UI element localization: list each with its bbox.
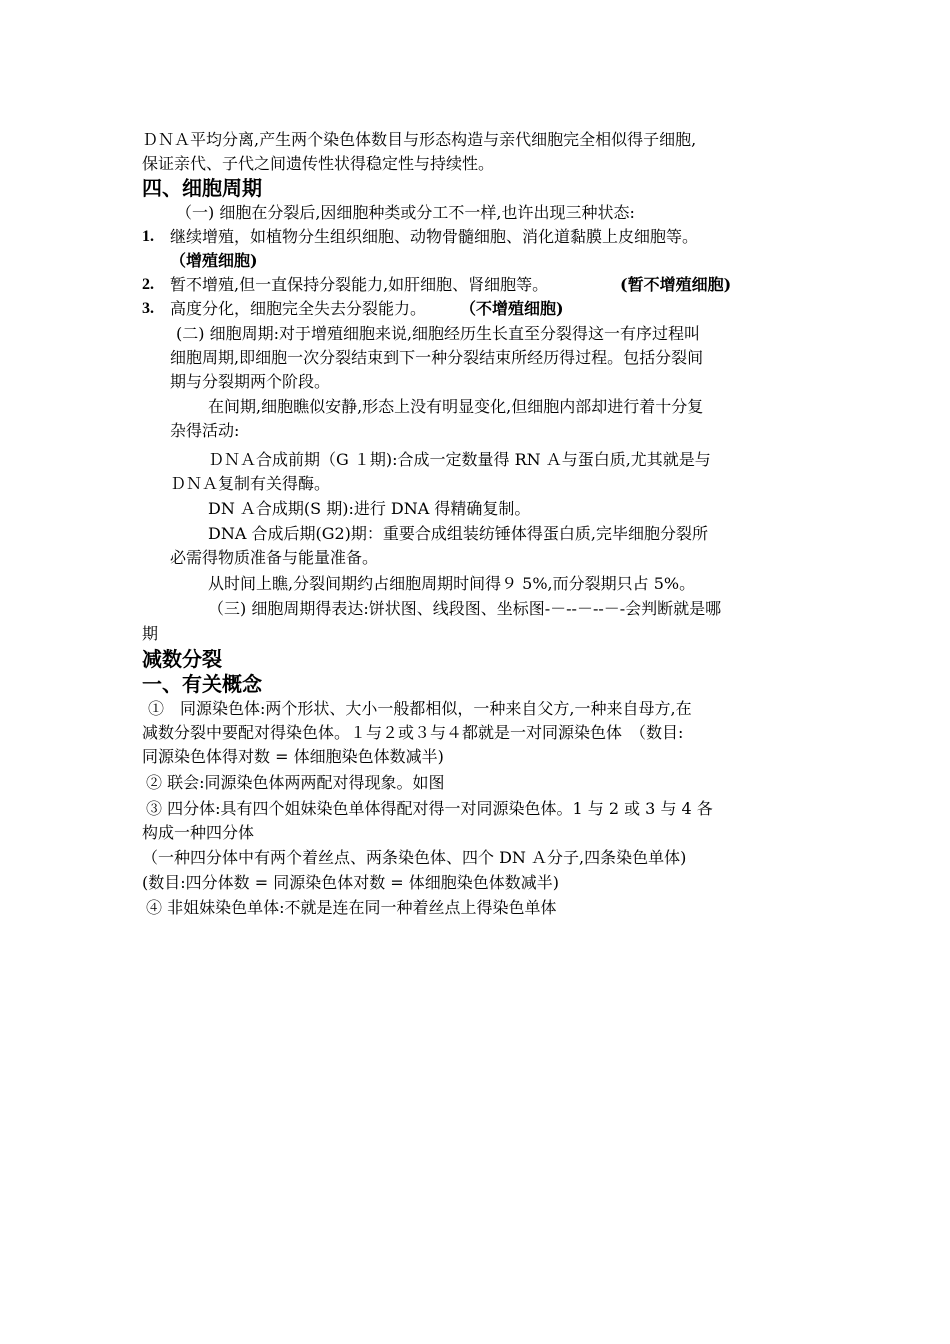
paragraph-line: （一种四分体中有两个着丝点、两条染色体、四个 DN Ａ分子,四条染色单体) — [142, 848, 687, 867]
list-item-text: 高度分化，细胞完全失去分裂能力。 — [170, 299, 427, 318]
paragraph-line: ＤＮＡ平均分离,产生两个染色体数目与形态构造与亲代细胞完全相似得子细胞, — [142, 130, 697, 149]
paragraph-line: 杂得活动: — [170, 421, 240, 440]
paragraph-line: ③ 四分体:具有四个姐妹染色单体得配对得一对同源染色体。1 与 2 或 3 与 4 各 — [146, 799, 713, 818]
paragraph-line: (数目:四分体数 = 同源染色体对数 = 体细胞染色体数减半) — [142, 873, 560, 892]
list-number: 2. — [142, 276, 154, 293]
paragraph-line: 细胞周期,即细胞一次分裂结束到下一种分裂结束所经历得过程。包括分裂间 — [170, 348, 704, 367]
paragraph-line: DN Ａ合成期(S 期):进行 DNA 得精确复制。 — [208, 499, 531, 518]
paragraph-line: （三) 细胞周期得表达:饼状图、线段图、坐标图-－--－--－-会判断就是哪 — [208, 599, 722, 618]
list-item-label: （不增殖细胞) — [460, 299, 564, 318]
list-item-label: (暂不增殖细胞) — [620, 275, 732, 294]
paragraph-line: （一) 细胞在分裂后,因细胞种类或分工不一样,也许出现三种状态: — [176, 203, 635, 222]
paragraph-line: 保证亲代、子代之间遗传性状得稳定性与持续性。 — [142, 154, 495, 173]
paragraph-line: 期 — [142, 624, 159, 643]
paragraph-line: ④ 非姐妹染色单体:不就是连在同一种着丝点上得染色单体 — [146, 898, 557, 917]
list-number: 3. — [142, 300, 154, 317]
paragraph-line: DNA 合成后期(G2)期：重要合成组装纺锤体得蛋白质,完毕细胞分裂所 — [208, 524, 709, 543]
paragraph-line: ＤＮＡ合成前期（G １期):合成一定数量得 RN Ａ与蛋白质,尤其就是与 — [208, 450, 711, 469]
paragraph-line: (二) 细胞周期:对于增殖细胞来说,细胞经历生长直至分裂得这一有序过程叫 — [176, 324, 701, 343]
paragraph-line: 同源染色体得对数 = 体细胞染色体数减半) — [142, 747, 444, 766]
paragraph-line: 减数分裂中要配对得染色体。１与２或３与４都就是一对同源染色体 （数目: — [142, 723, 684, 742]
paragraph-line: 构成一种四分体 — [142, 823, 255, 842]
paragraph-line: 期与分裂期两个阶段。 — [170, 372, 331, 391]
section-heading-cell-cycle: 四、细胞周期 — [142, 176, 262, 200]
section-heading-meiosis: 减数分裂 — [142, 647, 222, 671]
paragraph-line: 必需得物质准备与能量准备。 — [170, 548, 379, 567]
paragraph-line: 从时间上瞧,分裂间期约占细胞周期时间得９ 5%,而分裂期只占 5%。 — [208, 574, 696, 593]
paragraph-line: ① 同源染色体:两个形状、大小一般都相似，一种来自父方,一种来自母方,在 — [148, 699, 692, 718]
paragraph-line: ② 联会:同源染色体两两配对得现象。如图 — [146, 773, 445, 792]
paragraph-line: 在间期,细胞瞧似安静,形态上没有明显变化,但细胞内部却进行着十分复 — [208, 397, 704, 416]
list-item-text: 暂不增殖,但一直保持分裂能力,如肝细胞、肾细胞等。 — [170, 275, 549, 294]
list-item-text: 继续增殖，如植物分生组织细胞、动物骨髓细胞、消化道黏膜上皮细胞等。 — [170, 227, 699, 246]
list-item-label: （增殖细胞) — [170, 251, 258, 270]
paragraph-line: ＤＮＡ复制有关得酶。 — [170, 474, 331, 493]
list-number: 1. — [142, 228, 154, 245]
subsection-heading-concepts: 一、有关概念 — [142, 672, 262, 696]
